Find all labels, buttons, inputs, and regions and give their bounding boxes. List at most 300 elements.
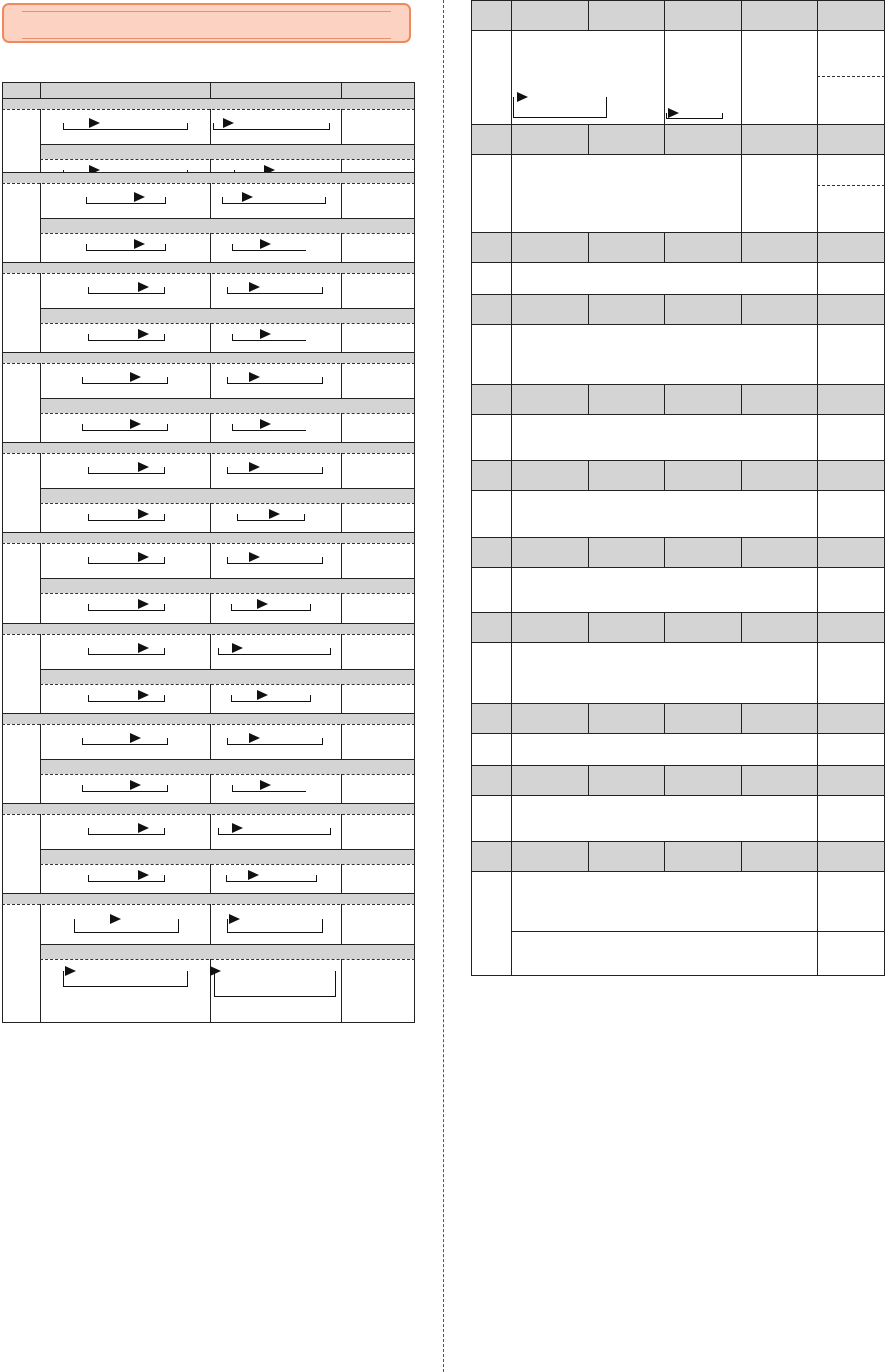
dashed-rule: [40, 233, 415, 234]
left-code-table: [2, 82, 415, 1023]
group-header: [3, 99, 414, 109]
flow-diagram: [88, 330, 165, 341]
flow-arrow-icon: [130, 372, 141, 382]
flow-arrow-icon: [260, 780, 271, 790]
group-label: [3, 544, 39, 560]
section-header-label: [665, 302, 740, 318]
table-rule: [664, 765, 665, 795]
group-label: [3, 905, 39, 921]
column-divider: [443, 0, 444, 1372]
table-rule: [817, 795, 818, 841]
flow-diagram: [227, 373, 323, 384]
sub-row-header: [41, 144, 414, 159]
flow-diagram: [63, 967, 188, 987]
flow-arrow-icon: [138, 599, 149, 609]
flow-bracket: [88, 557, 165, 564]
table-rule: [511, 931, 885, 932]
flow-diagram: [222, 193, 326, 204]
sub-row-header: [41, 944, 414, 959]
dashed-rule: [40, 413, 415, 414]
table-rule: [511, 642, 512, 703]
flow-arrow-icon: [229, 914, 240, 924]
table-rule: [664, 460, 665, 490]
table-header-label: [3, 83, 40, 98]
flow-diagram: [231, 600, 311, 611]
flow-arrow-icon: [249, 282, 260, 292]
flow-diagram: [86, 193, 166, 204]
section-header-label: [665, 711, 740, 727]
table-rule: [741, 765, 742, 795]
table-rule: [817, 460, 818, 490]
flow-arrow-icon: [138, 329, 149, 339]
flow-diagram: [232, 781, 306, 792]
table-rule: [741, 703, 742, 733]
row-note: [342, 456, 412, 472]
row-note: [342, 907, 412, 923]
flow-diagram: [88, 691, 165, 702]
table-rule: [817, 262, 818, 294]
row-note: [342, 366, 412, 382]
section-header-label: [665, 8, 740, 24]
flow-diagram: [232, 240, 306, 251]
flow-arrow-icon: [223, 118, 234, 128]
table-rule: [511, 124, 512, 154]
section-title: [22, 13, 391, 35]
table-rule: [511, 414, 512, 460]
table-rule: [471, 871, 885, 872]
group-header: [3, 263, 414, 273]
sub-row-header: [41, 398, 414, 413]
flow-arrow-icon: [138, 690, 149, 700]
flow-arrow-icon: [138, 282, 149, 292]
table-rule: [741, 0, 742, 30]
section-header-label: [589, 8, 663, 24]
row-note: [342, 817, 412, 833]
table-rule: [511, 30, 512, 124]
group-header: [3, 353, 414, 363]
table-rule: [664, 0, 665, 30]
flow-diagram: [227, 283, 323, 294]
section-header-label: [742, 302, 816, 318]
dashed-rule: [817, 185, 885, 186]
table-rule: [471, 30, 885, 31]
table-rule: [817, 30, 818, 124]
section-header-label: [818, 240, 884, 256]
flow-diagram: [88, 283, 165, 294]
section-header-label: [512, 773, 587, 789]
section-body: [515, 648, 813, 666]
section-header-label: [589, 468, 663, 484]
flow-bracket: [82, 785, 168, 792]
flow-arrow-icon: [257, 599, 268, 609]
flow-bracket: [86, 244, 166, 251]
group-label: [3, 110, 39, 126]
flow-arrow-icon: [130, 733, 141, 743]
sub-row-header: [41, 578, 414, 593]
flow-bracket: [63, 123, 188, 130]
section-header-label: [742, 392, 816, 408]
section-body: [515, 268, 813, 286]
row-note: [342, 325, 412, 341]
section-header-label: [512, 545, 587, 561]
table-rule: [471, 324, 885, 325]
table-rule: [817, 733, 818, 765]
sub-row-header: [41, 218, 414, 233]
table-rule: [664, 841, 665, 871]
section-header-label: [512, 8, 587, 24]
flow-bracket: [88, 875, 165, 882]
flow-bracket: [82, 424, 168, 431]
flow-bracket: [88, 514, 165, 521]
sub-row-header: [41, 669, 414, 684]
dashed-rule: [40, 323, 415, 324]
flow-bracket: [227, 467, 323, 474]
flow-arrow-icon: [110, 914, 121, 924]
table-rule: [511, 460, 512, 490]
table-rule: [471, 154, 885, 155]
flow-bracket: [227, 919, 323, 933]
group-label: [3, 274, 39, 290]
section-header-label: [472, 468, 510, 484]
flow-arrow-icon: [249, 372, 260, 382]
table-rule: [511, 262, 512, 294]
section-body: [515, 739, 813, 757]
section-title-box: [2, 3, 411, 43]
row-note: [342, 961, 412, 977]
flow-diagram: [88, 644, 165, 655]
table-rule: [511, 765, 512, 795]
section-header-label: [512, 711, 587, 727]
table-rule: [471, 975, 885, 976]
table-rule: [817, 765, 818, 795]
section-header-label: [818, 711, 884, 727]
flow-diagram: [82, 420, 168, 431]
table-rule: [40, 218, 415, 219]
section-header-label: [472, 711, 510, 727]
flow-diagram: [86, 240, 166, 251]
section-note: [819, 36, 883, 54]
dashed-rule: [2, 273, 415, 274]
title-top-rule: [22, 11, 391, 12]
section-header-label: [472, 545, 510, 561]
table-header-label: [41, 83, 210, 98]
table-rule: [511, 384, 512, 414]
flow-bracket: [88, 604, 165, 611]
table-rule: [817, 642, 818, 703]
table-rule: [741, 30, 742, 124]
table-rule: [471, 414, 885, 415]
group-label: [3, 725, 39, 741]
flow-bracket: [226, 875, 317, 882]
section-header-label: [665, 392, 740, 408]
flow-arrow-icon: [130, 780, 141, 790]
row-note: [342, 776, 412, 792]
table-rule: [664, 612, 665, 642]
table-rule: [817, 0, 818, 30]
sub-row-header: [41, 759, 414, 774]
table-rule: [741, 537, 742, 567]
flow-bracket: [88, 334, 165, 341]
flow-arrow-icon: [138, 552, 149, 562]
section-body: [515, 496, 813, 514]
section-header-label: [589, 392, 663, 408]
table-rule: [817, 324, 818, 384]
flow-diagram: [88, 824, 165, 835]
flow-diagram: [232, 330, 306, 341]
section-header-label: [472, 240, 510, 256]
table-rule: [471, 490, 885, 491]
section-header-label: [665, 132, 740, 148]
section-header-label: [472, 620, 510, 636]
section-note: [819, 496, 883, 514]
table-rule: [817, 871, 818, 976]
flow-arrow-icon: [65, 966, 76, 976]
section-header-label: [589, 773, 663, 789]
flow-bracket: [88, 467, 165, 474]
table-rule: [741, 384, 742, 414]
section-header-label: [472, 849, 510, 865]
section-header-label: [512, 849, 587, 865]
table-rule: [471, 642, 885, 643]
table-rule: [664, 537, 665, 567]
flow-bracket: [227, 738, 323, 745]
flow-arrow-icon: [210, 966, 221, 976]
table-rule: [741, 154, 742, 232]
section-header-label: [665, 620, 740, 636]
dashed-rule: [2, 183, 415, 184]
table-rule: [40, 144, 415, 145]
row-note: [342, 866, 412, 882]
dashed-rule: [40, 684, 415, 685]
section-body: [515, 420, 813, 438]
dashed-rule: [2, 543, 415, 544]
section-header-label: [742, 468, 816, 484]
right-code-table: [471, 0, 885, 976]
table-rule: [664, 124, 665, 154]
flow-bracket: [214, 971, 336, 997]
table-header-label: [211, 83, 341, 98]
table-rule: [817, 703, 818, 733]
group-label: [3, 184, 39, 200]
title-bottom-rule: [22, 38, 391, 39]
dashed-rule: [2, 814, 415, 815]
flow-diagram: [666, 109, 723, 119]
row-note: [342, 637, 412, 653]
section-header-label: [818, 773, 884, 789]
section-note: [819, 573, 883, 591]
section-header-label: [472, 8, 510, 24]
flow-diagram: [227, 463, 323, 474]
row-note: [342, 415, 412, 431]
flow-diagram: [82, 734, 168, 745]
table-rule: [817, 232, 818, 262]
flow-bracket: [74, 919, 179, 933]
flow-arrow-icon: [249, 462, 260, 472]
table-rule: [511, 703, 512, 733]
section-note: [819, 877, 883, 895]
flow-arrow-icon: [232, 823, 243, 833]
table-rule: [741, 294, 742, 324]
table-rule: [511, 612, 512, 642]
section-header-label: [742, 8, 816, 24]
flow-arrow-icon: [249, 552, 260, 562]
flow-diagram: [74, 915, 179, 933]
flow-bracket: [88, 695, 165, 702]
table-rule: [511, 324, 512, 384]
flow-bracket: [63, 971, 188, 987]
table-rule: [511, 733, 512, 765]
section-header-label: [818, 392, 884, 408]
table-rule: [511, 232, 512, 262]
flow-arrow-icon: [248, 870, 259, 880]
group-header: [3, 173, 414, 183]
section-header-label: [589, 240, 663, 256]
section-note: [819, 648, 883, 666]
group-header: [3, 533, 414, 543]
group-label: [3, 364, 39, 380]
flow-bracket: [88, 287, 165, 294]
flow-diagram: [88, 510, 165, 521]
section-header-label: [665, 240, 740, 256]
sub-row-header: [41, 488, 414, 503]
table-rule: [40, 308, 415, 309]
table-rule: [664, 294, 665, 324]
flow-diagram: [88, 871, 165, 882]
flow-diagram: [232, 420, 306, 431]
flow-bracket: [231, 695, 311, 702]
section-header-label: [665, 545, 740, 561]
flow-diagram: [237, 510, 305, 521]
table-rule: [471, 567, 885, 568]
section-body: [515, 573, 813, 591]
flow-arrow-icon: [232, 643, 243, 653]
dashed-rule: [2, 724, 415, 725]
section-header-label: [512, 468, 587, 484]
flow-diagram: [513, 93, 607, 118]
sub-row-header: [41, 308, 414, 323]
section-header-label: [512, 302, 587, 318]
table-rule: [741, 232, 742, 262]
flow-arrow-icon: [138, 509, 149, 519]
group-label: [3, 454, 39, 470]
table-rule: [511, 871, 512, 976]
section-header-label: [742, 620, 816, 636]
table-rule: [817, 841, 818, 871]
flow-arrow-icon: [134, 239, 145, 249]
group-header: [3, 894, 414, 904]
flow-arrow-icon: [138, 823, 149, 833]
table-rule: [588, 841, 589, 871]
table-rule: [741, 124, 742, 154]
flow-diagram: [82, 373, 168, 384]
table-rule: [588, 703, 589, 733]
table-header-label: [342, 83, 415, 98]
flow-bracket: [227, 377, 323, 384]
table-rule: [817, 414, 818, 460]
table-rule: [40, 398, 415, 399]
table-rule: [588, 537, 589, 567]
section-header-label: [589, 620, 663, 636]
dashed-rule: [40, 959, 415, 960]
flow-diagram: [82, 781, 168, 792]
table-rule: [40, 669, 415, 670]
table-rule: [2, 1022, 415, 1023]
table-rule: [40, 849, 415, 850]
table-rule: [817, 567, 818, 612]
dashed-rule: [40, 503, 415, 504]
table-rule: [511, 537, 512, 567]
flow-bracket: [227, 557, 323, 564]
table-rule: [588, 384, 589, 414]
section-body: [515, 877, 813, 895]
table-rule: [664, 30, 665, 124]
row-note: [342, 112, 412, 128]
table-rule: [40, 488, 415, 489]
section-header-label: [472, 773, 510, 789]
section-header-label: [472, 132, 510, 148]
section-header-label: [818, 620, 884, 636]
section-header-label: [818, 468, 884, 484]
table-rule: [741, 460, 742, 490]
table-rule: [817, 124, 818, 154]
section-body: [515, 801, 813, 819]
flow-arrow-icon: [260, 239, 271, 249]
section-note: [819, 739, 883, 757]
flow-diagram: [88, 600, 165, 611]
section-header-label: [589, 545, 663, 561]
section-note: [819, 268, 883, 286]
section-header-label: [742, 545, 816, 561]
table-rule: [664, 384, 665, 414]
dashed-rule: [817, 76, 885, 77]
flow-arrow-icon: [260, 329, 271, 339]
section-header-label: [589, 849, 663, 865]
flow-diagram: [227, 553, 323, 564]
flow-arrow-icon: [269, 509, 280, 519]
dashed-rule: [2, 634, 415, 635]
table-rule: [741, 841, 742, 871]
table-rule: [511, 294, 512, 324]
table-rule: [471, 262, 885, 263]
table-rule: [40, 759, 415, 760]
section-header-label: [818, 132, 884, 148]
group-header: [3, 624, 414, 634]
row-note: [342, 276, 412, 292]
flow-arrow-icon: [249, 733, 260, 743]
section-header-label: [472, 302, 510, 318]
flow-arrow-icon: [130, 419, 141, 429]
flow-diagram: [88, 463, 165, 474]
dashed-rule: [2, 109, 415, 110]
group-header: [3, 714, 414, 724]
row-note: [342, 686, 412, 702]
table-rule: [40, 578, 415, 579]
sub-row-header: [41, 849, 414, 864]
table-rule: [511, 154, 512, 232]
table-rule: [588, 612, 589, 642]
table-rule: [588, 124, 589, 154]
table-rule: [817, 294, 818, 324]
table-rule: [817, 384, 818, 414]
dashed-rule: [40, 159, 415, 160]
section-header-label: [742, 240, 816, 256]
section-header-label: [818, 545, 884, 561]
section-note: [819, 160, 883, 178]
flow-bracket: [88, 648, 165, 655]
flow-arrow-icon: [260, 419, 271, 429]
group-header: [3, 804, 414, 814]
table-rule: [588, 460, 589, 490]
